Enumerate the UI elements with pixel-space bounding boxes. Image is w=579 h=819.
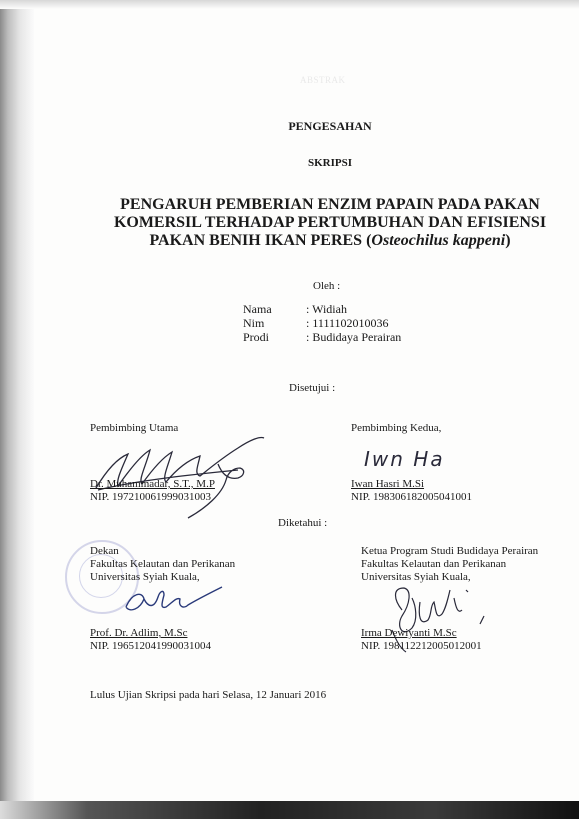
supervisor2-role: Pembimbing Kedua, [351, 422, 442, 434]
supervisor1-nip: NIP. 197210061999031003 [90, 491, 212, 503]
title-line-3 [100, 232, 560, 250]
author-row [243, 330, 401, 344]
dean-role: Dekan [90, 545, 119, 557]
supervisor1-role: Pembimbing Utama [90, 422, 179, 434]
supervisor2-nip: NIP. 198306182005041001 [351, 491, 473, 503]
author-table [243, 302, 401, 344]
approved-label: Disetujui : [289, 382, 336, 394]
author-row-value: : Budidaya Perairan [306, 330, 402, 344]
author-info [243, 302, 401, 344]
head-name: Irma Dewiyanti M.Sc [361, 627, 457, 639]
by-label: Oleh : [313, 280, 341, 292]
scan-edge-bar [0, 801, 579, 819]
author-row-label: Nim [243, 316, 265, 330]
graduation-note: Lulus Ujian Skripsi pada hari Selasa, 12 Januari 2016 [90, 689, 327, 701]
author-row-label: Nama [243, 302, 272, 316]
supervisor1-name: Dr. Muhammadar, S.T., M.P [90, 478, 215, 490]
author-row [243, 316, 401, 330]
page-subheading: SKRIPSI [307, 157, 353, 169]
bleed-through-text: ABSTRAK [300, 75, 346, 85]
page-heading: PENGESAHAN [288, 119, 372, 133]
head-university: Universitas Syiah Kuala, [361, 571, 471, 583]
thesis-title [100, 196, 560, 250]
supervisor2-name: Iwan Hasri M.Si [351, 478, 425, 490]
author-row-label: Prodi [243, 330, 270, 344]
dean-signature [118, 583, 228, 621]
head-faculty: Fakultas Kelautan dan Perikanan [361, 558, 507, 570]
dean-name: Prof. Dr. Adlim, M.Sc [90, 627, 188, 639]
supervisor2-signature: Iwn Ha [364, 447, 445, 471]
known-label: Diketahui : [278, 517, 328, 529]
dean-university: Universitas Syiah Kuala, [90, 571, 200, 583]
title-line-1: PENGARUH PEMBERIAN ENZIM PAPAIN PADA PAKAN [120, 196, 540, 213]
top-shadow [0, 0, 579, 9]
title-line-3-prefix: PAKAN BENIH IKAN PERES ( [149, 232, 372, 249]
author-row-value: : Widiah [306, 302, 347, 316]
dean-nip: NIP. 196512041990031004 [90, 640, 212, 652]
head-nip: NIP. 198112212005012001 [361, 640, 482, 652]
title-line-3-suffix: ) [505, 232, 511, 249]
species-name: Osteochilus kappeni [371, 232, 506, 249]
supervisor1-signature [88, 428, 268, 520]
head-role: Ketua Program Studi Budidaya Perairan [361, 545, 539, 557]
author-row [243, 302, 401, 316]
title-line-2: KOMERSIL TERHADAP PERTUMBUHAN DAN EFISIENSI [113, 214, 547, 231]
author-row-value: : 1111102010036 [306, 316, 389, 330]
dean-faculty: Fakultas Kelautan dan Perikanan [90, 558, 236, 570]
